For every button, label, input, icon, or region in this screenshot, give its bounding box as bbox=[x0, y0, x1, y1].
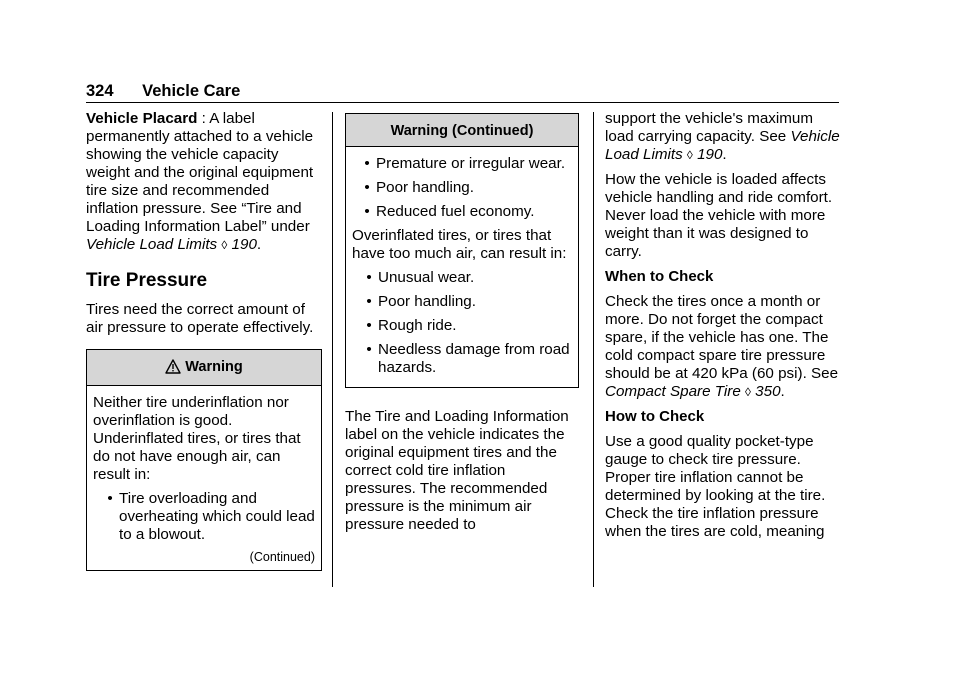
section-title: Tire Pressure bbox=[86, 270, 208, 291]
page-number: 324 bbox=[86, 82, 114, 100]
page-ref-190[interactable]: 190 bbox=[231, 236, 257, 253]
vehicle-load-limits-link[interactable]: Vehicle Load Limits bbox=[86, 236, 218, 253]
vehicle-load-limits-link[interactable]: Vehicle Load Limits bbox=[605, 128, 840, 163]
list-item: • Unusual wear. bbox=[366, 269, 475, 286]
page-ref-icon: ◊ bbox=[745, 385, 751, 399]
warning-body bbox=[87, 386, 321, 570]
how-to-check-paragraph: Use a good quality pocket-type gauge to check tire pressure. Proper tire inflation cannot be determined by looking at the tire. Check the tire inflation pressure when the tires are cold, meaning bbox=[605, 433, 826, 540]
page-header bbox=[86, 82, 240, 100]
warning-box bbox=[86, 349, 322, 571]
page-ref-190[interactable]: 190 bbox=[697, 146, 723, 163]
page-ref-350[interactable]: 350 bbox=[755, 383, 781, 400]
continued-label: (Continued) bbox=[249, 550, 315, 564]
column-3 bbox=[605, 110, 841, 548]
warning-continued-box bbox=[345, 113, 579, 388]
list-item: • Premature or irregular wear. bbox=[364, 155, 566, 172]
page-ref-icon: ◊ bbox=[221, 238, 228, 252]
column-2 bbox=[345, 110, 579, 541]
how-to-check-heading: How to Check bbox=[605, 408, 705, 425]
placard-term: Vehicle Placard bbox=[86, 110, 198, 127]
load-capacity-paragraph: support the vehicle's maximum load carrying capacity. See Vehicle Load Limits ◊ 190. bbox=[605, 110, 840, 163]
tire-label-paragraph: The Tire and Loading Information label on the vehicle indicates the original equipment tires and the correct cold tire inflation pressures. The recommended pressure is the minimum air pressure needed to bbox=[345, 408, 569, 533]
section-header-title: Vehicle Care bbox=[142, 82, 241, 100]
list-item: • Poor handling. bbox=[364, 179, 474, 196]
column-divider-1 bbox=[332, 112, 333, 587]
overinflated-text: Overinflated tires, or tires that have too much air, can result in: bbox=[352, 227, 567, 262]
column-1 bbox=[86, 110, 322, 571]
warning-triangle-icon bbox=[165, 359, 181, 379]
header-rule bbox=[86, 102, 839, 103]
warning-continued-header: Warning (Continued) bbox=[346, 114, 578, 147]
list-item: • Poor handling. bbox=[366, 293, 476, 310]
warning-title: Warning bbox=[185, 359, 243, 375]
page-ref-icon: ◊ bbox=[686, 148, 693, 162]
intro-paragraph: Tires need the correct amount of air pressure to operate effectively. bbox=[86, 301, 314, 336]
warning-header bbox=[87, 350, 321, 386]
list-item: • Needless damage from road hazards. bbox=[366, 341, 570, 376]
loading-paragraph: How the vehicle is loaded affects vehicle handling and ride comfort. Never load the vehicle with more weight than it was designed to carry. bbox=[605, 171, 833, 260]
column-divider-2 bbox=[593, 112, 594, 587]
list-item: • Rough ride. bbox=[366, 317, 457, 334]
compact-spare-tire-link[interactable]: Compact Spare Tire bbox=[605, 383, 741, 400]
list-item: • Reduced fuel economy. bbox=[364, 203, 535, 220]
when-to-check-heading: When to Check bbox=[605, 268, 714, 285]
warning-text: Neither tire underinflation nor overinflation is good. Underinflated tires, or tires that do not have enough air, can result in: bbox=[93, 394, 301, 483]
vehicle-placard-paragraph: Vehicle Placard : A label permanently attached to a vehicle showing the vehicle capacity weight and the original equipment tire size and recommended inflation pressure. See “Tire and Loading Information Label” under Vehicle Load Limits ◊ 190. bbox=[86, 110, 314, 253]
list-item: • Tire overloading and overheating which could lead to a blowout. bbox=[107, 490, 315, 543]
warning-continued-body bbox=[346, 147, 578, 387]
when-to-check-paragraph: Check the tires once a month or more. Do not forget the compact spare, if the vehicle has one. The cold compact spare tire pressure should be at 420 kPa (60 psi). See Compact Spare Tire ◊ 350. bbox=[605, 293, 839, 400]
